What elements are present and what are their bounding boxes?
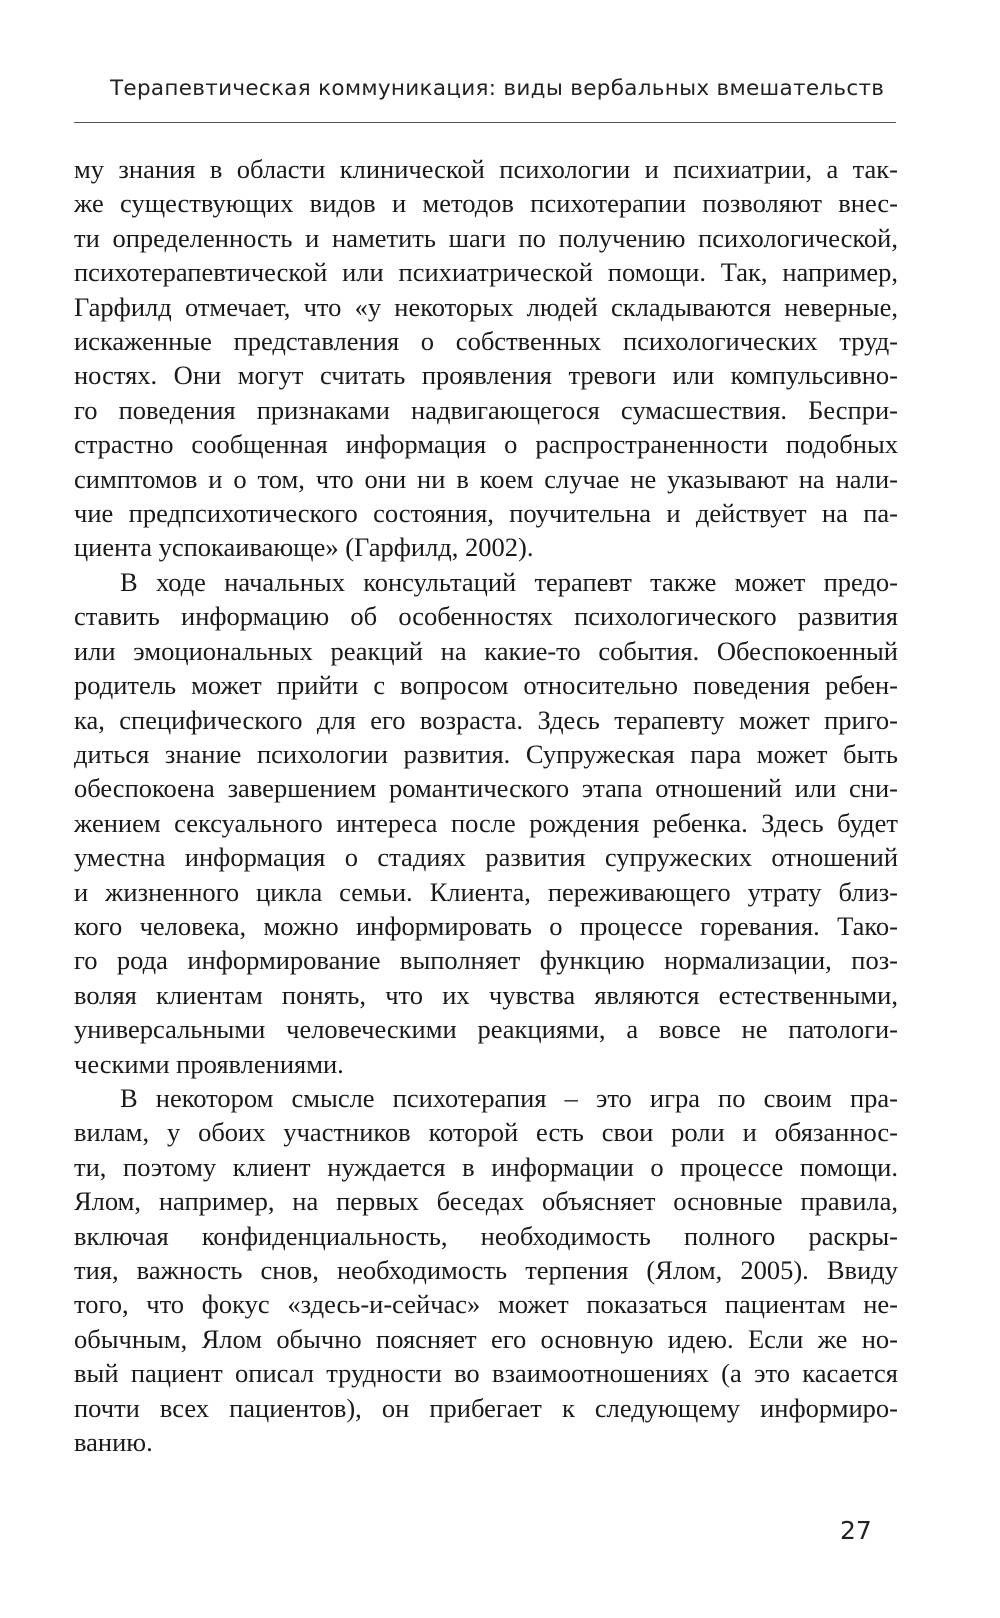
- text-line: В некотором смысле психотерапия – это игра по своим пра-: [120, 1082, 898, 1113]
- text-line: ти определенность и наметить шаги по получению психологической,: [74, 222, 898, 253]
- text-line: го поведения признаками надвигающегося сумасшествия. Беспри-: [74, 394, 898, 425]
- running-header: Терапевтическая коммуникация: виды вербальных вмешательств: [110, 76, 885, 101]
- text-line: вый пациент описал трудности во взаимоотношениях (а это касается: [74, 1358, 898, 1389]
- text-line: тия, важность снов, необходимость терпения (Ялом, 2005). Ввиду: [74, 1255, 898, 1285]
- text-line: му знания в области клинической психологии и психиатрии, а так-: [74, 154, 898, 184]
- text-line: Ялом, например, на первых беседах объясняет основные правила,: [74, 1186, 898, 1217]
- text-line: ти, поэтому клиент нуждается в информации о процессе помощи.: [74, 1151, 898, 1182]
- text-line: ставить информацию об особенностях психологического развития: [74, 601, 898, 632]
- text-line: обычным, Ялом обычно поясняет его основную идею. Если же но-: [74, 1323, 898, 1354]
- header-divider: [74, 122, 896, 123]
- page-number: 27: [840, 1516, 872, 1545]
- body-text: [74, 152, 898, 1459]
- text-line: же существующих видов и методов психотерапии позволяют внес-: [74, 188, 898, 219]
- text-line: ностях. Они могут считать проявления тревоги или компульсивно-: [74, 360, 898, 391]
- text-line: включая конфиденциальность, необходимость полного раскры-: [74, 1220, 898, 1251]
- paragraph-3: [74, 1081, 898, 1459]
- text-line: психотерапевтической или психиатрической помощи. Так, например,: [74, 257, 898, 288]
- text-line: кого человека, можно информировать о процессе горевания. Тако-: [74, 910, 898, 941]
- text-line: родитель может прийти с вопросом относительно поведения ребен-: [74, 670, 898, 701]
- text-line: ческими проявлениями.: [74, 1048, 344, 1079]
- text-line: циента успокаивающе» (Гарфилд, 2002).: [74, 532, 534, 563]
- text-line: уместна информация о стадиях развития супружеских отношений: [74, 842, 898, 873]
- paragraph-1: [74, 152, 898, 565]
- text-line: чие предпсихотического состояния, поучительна и действует на па-: [74, 498, 898, 529]
- text-line: воляя клиентам понять, что их чувства являются естественными,: [74, 979, 898, 1010]
- text-line: ка, специфического для его возраста. Здесь терапевту может приго-: [74, 704, 898, 735]
- text-line: В ходе начальных консультаций терапевт также может предо-: [120, 566, 898, 597]
- text-line: обеспокоена завершением романтического этапа отношений или сни-: [74, 773, 898, 804]
- text-line: ванию.: [74, 1427, 153, 1458]
- text-line: диться знание психологии развития. Супружеская пара может быть: [74, 738, 898, 769]
- paragraph-2: [74, 565, 898, 1081]
- text-line: го рода информирование выполняет функцию нормализации, поз-: [74, 945, 898, 976]
- text-line: страстно сообщенная информация о распространенности подобных: [74, 429, 898, 460]
- text-line: того, что фокус «здесь-и-сейчас» может показаться пациентам не-: [74, 1289, 898, 1320]
- text-line: почти всех пациентов), он прибегает к следующему информиро-: [74, 1392, 898, 1423]
- text-line: жением сексуального интереса после рождения ребенка. Здесь будет: [74, 807, 898, 838]
- text-line: или эмоциональных реакций на какие-то события. Обеспокоенный: [74, 635, 898, 666]
- text-line: Гарфилд отмечает, что «у некоторых людей складываются неверные,: [74, 291, 898, 322]
- text-line: симптомов и о том, что они ни в коем случае не указывают на нали-: [74, 463, 898, 494]
- text-line: искаженные представления о собственных психологических труд-: [74, 326, 898, 357]
- text-line: вилам, у обоих участников которой есть свои роли и обязаннос-: [74, 1117, 898, 1148]
- text-line: и жизненного цикла семьи. Клиента, переживающего утрату близ-: [74, 876, 898, 907]
- text-line: универсальными человеческими реакциями, а вовсе не патологи-: [74, 1014, 898, 1045]
